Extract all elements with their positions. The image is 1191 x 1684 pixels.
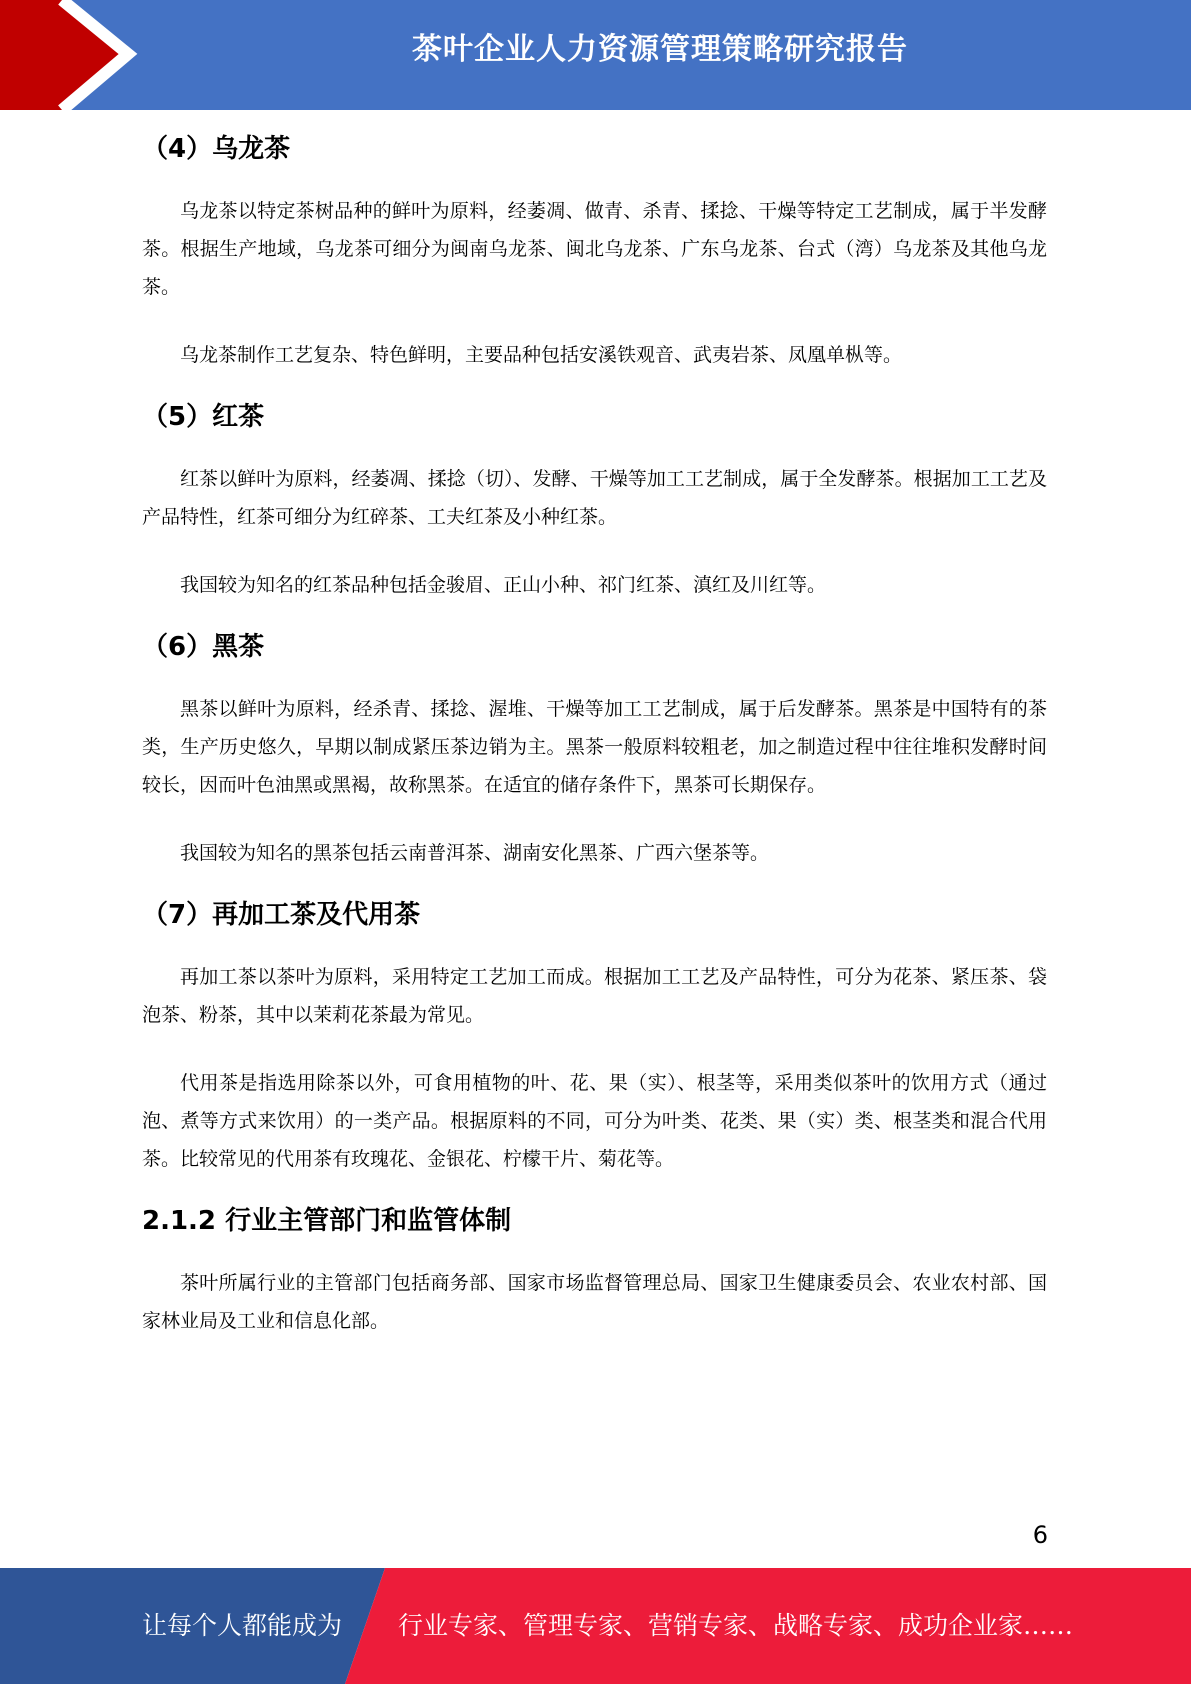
header-arrow-decoration — [0, 0, 160, 110]
paragraph-black-tea-2: 我国较为知名的红茶品种包括金骏眉、正山小种、祁门红茶、滇红及川红等。 — [180, 574, 827, 596]
section-heading-black-tea: （5）红茶 — [142, 402, 265, 432]
section-heading-oolong: （4）乌龙茶 — [142, 134, 291, 164]
report-title: 茶叶企业人力资源管理策略研究报告 — [412, 32, 908, 67]
page-number: 6 — [1032, 1521, 1048, 1549]
document-body — [142, 120, 1047, 1340]
section-heading-regulation: 2.1.2 行业主管部门和监管体制 — [142, 1206, 512, 1236]
paragraph-dark-tea-1: 黑茶以鲜叶为原料，经杀青、揉捻、渥堆、干燥等加工工艺制成，属于后发酵茶。黑茶是中国特有的茶类，生产历史悠久，早期以制成紧压茶边销为主。黑茶一般原料较粗老，加之制造过程中往往堆积发酵时间较长，因而叶色油黑或黑褐，故称黑茶。在适宜的储存条件下，黑茶可长期保存。 — [142, 698, 1047, 796]
paragraph-reprocessed-tea-1: 再加工茶以茶叶为原料，采用特定工艺加工而成。根据加工工艺及产品特性，可分为花茶、紧压茶、袋泡茶、粉茶，其中以茉莉花茶最为常见。 — [142, 966, 1047, 1026]
footer-slogan-left: 让每个人都能成为 — [142, 1611, 343, 1640]
paragraph-oolong-1: 乌龙茶以特定茶树品种的鲜叶为原料，经萎凋、做青、杀青、揉捻、干燥等特定工艺制成，属于半发酵茶。根据生产地域，乌龙茶可细分为闽南乌龙茶、闽北乌龙茶、广东乌龙茶、台式（湾）乌龙茶及其他乌龙茶。 — [142, 200, 1047, 298]
paragraph-dark-tea-2: 我国较为知名的黑茶包括云南普洱茶、湖南安化黑茶、广西六堡茶等。 — [180, 842, 770, 864]
footer-banner — [0, 1568, 1191, 1684]
footer-slogan-right: 行业专家、管理专家、营销专家、战略专家、成功企业家…… — [398, 1611, 1074, 1640]
paragraph-substitute-tea: 代用茶是指选用除茶以外，可食用植物的叶、花、果（实）、根茎等，采用类似茶叶的饮用方式（通过泡、煮等方式来饮用）的一类产品。根据原料的不同，可分为叶类、花类、果（实）类、根茎类和混合代用茶。比较常见的代用茶有玫瑰花、金银花、柠檬干片、菊花等。 — [142, 1072, 1047, 1170]
paragraph-black-tea-1: 红茶以鲜叶为原料，经萎凋、揉捻（切）、发酵、干燥等加工工艺制成，属于全发酵茶。根据加工工艺及产品特性，红茶可细分为红碎茶、工夫红茶及小种红茶。 — [142, 468, 1047, 528]
paragraph-oolong-2: 乌龙茶制作工艺复杂、特色鲜明，主要品种包括安溪铁观音、武夷岩茶、凤凰单枞等。 — [180, 344, 903, 366]
section-heading-reprocessed-tea: （7）再加工茶及代用茶 — [142, 900, 421, 930]
section-heading-dark-tea: （6）黑茶 — [142, 632, 265, 662]
header-banner — [0, 0, 1191, 110]
paragraph-regulation: 茶叶所属行业的主管部门包括商务部、国家市场监督管理总局、国家卫生健康委员会、农业农村部、国家林业局及工业和信息化部。 — [142, 1272, 1047, 1332]
